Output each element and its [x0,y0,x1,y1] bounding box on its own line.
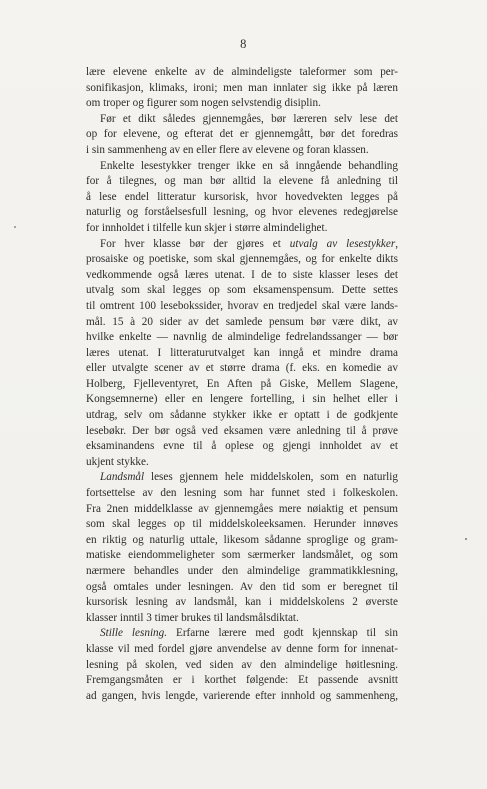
text-line: å lese endel litteratur kursorisk, hvor hovedvekten legges på [86,190,398,203]
text-line: Kongsemnerne) eller en lengere fortelling, i sin helhet eller i [86,393,398,406]
text-line: om troper og figurer som nogen selvstendig disiplin. [86,97,321,110]
text-line: læres utenat. I litteraturutvalget kan inngå et mindre drama [86,346,398,359]
text-line: naturlig og forståelsesfull lesning, og hvor elevenes redegjørelse [86,206,398,219]
text-line: Fra 2nen middelklasse av gjennemgåes mere nøiaktig et pensum [86,502,398,515]
text-line: matiske eiendommeligheter som særmerker landsmålet, og som [86,549,398,562]
page-number: 8 [240,37,247,51]
text-line: for å tilegnes, og man bør alltid la elevene få anledning til [86,175,398,188]
text-line: Fremgangsmåten er i korthet følgende: Et passende avsnitt [86,674,398,687]
text-line: mål. 15 à 20 sider av det samlede pensum bør være dikt, av [86,315,398,328]
text-line: utdrag, selv om sådanne stykker ikke er optatt i de godkjente [86,409,398,422]
text-line: lære elevene enkelte av de almindeligste taleformer som per- [86,66,398,78]
text-line: lesning på skolen, ved siden av den almindelige høitlesning. [86,658,398,671]
text-line: op for elevene, og efterat det er gjennemgått, bør det foredras [86,128,398,141]
text-line: en riktig og naturlig uttale, likesom sådanne sproglige og gram- [86,533,398,546]
text-line: Stille lesning. Erfarne lærere med godt kjennskap til sin [100,627,398,640]
text-line: ukjent stykke. [86,455,149,468]
text-line: eller utvalgte scener av et større drama (f. eks. en komedie av [86,362,398,375]
text-line: nærmere behandles under den almindelige grammatikklesning, [86,565,398,577]
paper-speck [465,538,467,540]
body-text [86,65,398,704]
text-line: Før et dikt således gjennemgåes, bør læreren selv lese det [100,112,398,125]
text-line: vedkommende også læres utenat. I de to siste klasser leses det [86,268,398,281]
text-line: ad gangen, hvis lengde, varierende efter innhold og sammenheng, [86,689,398,702]
text-line: Landsmål leses gjennem hele middelskolen, som en naturlig [100,471,398,484]
text-line: hvilke enkelte — navnlig de almindelige fedrelandssanger — bør [86,331,398,344]
text-line: utvalg som skal legges op som eksamenspensum. Dette settes [86,284,398,297]
text-line: kursorisk lesning av landsmål, kan i middelskolens 2 øverste [86,596,398,609]
emphasized-phrase: Stille lesning. [100,627,168,640]
text-line: klasse vil med fordel gjøre anvendelse av denne form for innenat- [86,642,398,655]
emphasized-phrase: utvalg av lesestykker [289,237,396,250]
text-line: For hver klasse bør der gjøres et utvalg av lesestykker, [100,237,399,250]
emphasized-phrase: Landsmål [100,471,145,484]
text-line: Enkelte lesestykker trenger ikke en så inngående behandling [100,159,398,172]
paper-speck [14,226,16,228]
text-line: som skal legges op til middelskoleeksamen. Herunder innøves [86,518,398,531]
text-line: klasser inntil 3 timer brukes til landsmålsdiktat. [86,611,299,624]
text-line: også omtales under lesningen. Av den tid som er beregnet til [86,580,398,593]
text-line: eksaminandens evne til å oplese og gjengi innholdet av et [86,440,398,453]
text-line: prosaiske og poetiske, som skal gjennemgåes, og for enkelte dikts [86,253,398,266]
text-line: fortsettelse av den lesning som har funnet sted i folkeskolen. [86,487,398,500]
text-line: for innholdet i tilfelle kun skjer i større almindelighet. [86,221,328,234]
text-line: i sin sammenheng av en eller flere av elevene og foran klassen. [86,143,369,156]
text-line: til omtrent 100 lesebokssider, hvorav en tredjedel skal være lands- [86,299,398,312]
text-line: Holberg, Fjelleventyret, En Aften på Giske, Mellem Slagene, [86,377,398,390]
text-line: lesebøkr. Der bør også ved eksamen være anledning til å prøve [86,424,398,437]
text-line: sonifikasjon, klimaks, ironi; men man innlater sig ikke på læren [86,81,398,94]
